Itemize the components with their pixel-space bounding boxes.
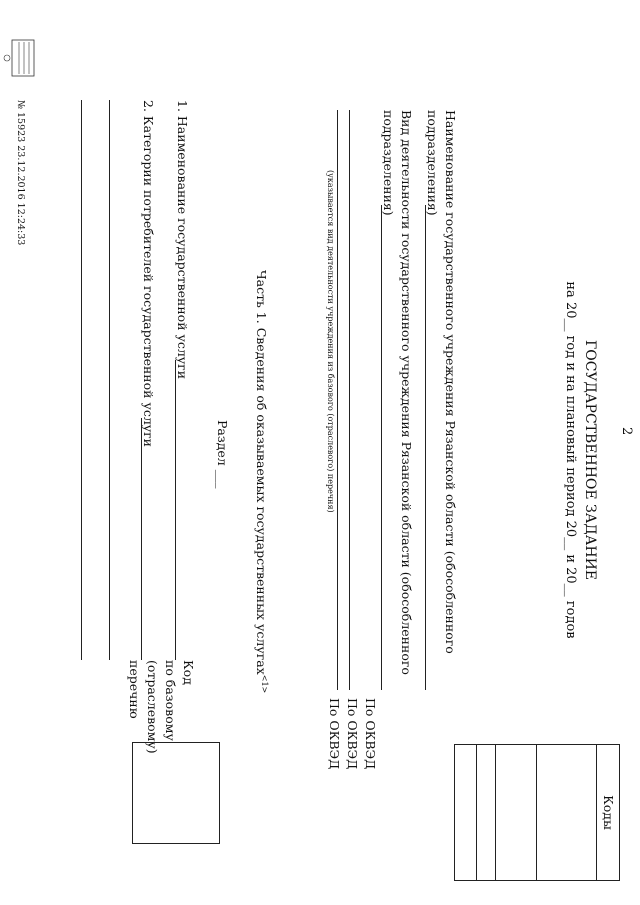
consumer-category-field-3[interactable]: [81, 100, 82, 660]
code-label-2: по базовому: [163, 660, 178, 741]
document-subtitle: на 20__ год и на плановый период 20__ и 20__ годов: [563, 281, 578, 639]
base-list-code-box[interactable]: [132, 742, 220, 844]
institution-name-field[interactable]: [425, 205, 426, 690]
consumer-category-label: 2. Категории потребителей государственной услуги: [141, 100, 156, 447]
okved-label-2: По ОКВЭД: [345, 698, 360, 770]
okved-label-3: По ОКВЭД: [327, 698, 342, 770]
codes-table-header: Коды: [596, 745, 619, 880]
activity-field-2[interactable]: [349, 110, 350, 690]
document-title: ГОСУДАРСТВЕННОЕ ЗАДАНИЕ: [582, 339, 598, 581]
activity-field-1[interactable]: [381, 205, 382, 690]
consumer-category-field-2[interactable]: [109, 100, 110, 660]
code-label-4: перечню: [127, 660, 142, 719]
codes-cell-3[interactable]: [476, 745, 495, 880]
institution-name-label-line1: Наименование государственного учреждения Рязанской области (обособленного: [443, 110, 458, 654]
part-footnote-ref: <1>: [260, 674, 269, 694]
consumer-category-field-1[interactable]: [141, 418, 142, 660]
activity-note: (указывается вид деятельности учреждения из базового (отраслевого) перечня): [326, 170, 335, 513]
section-label: Раздел ___: [215, 420, 230, 489]
part-title: [254, 270, 272, 693]
page-number: 2: [619, 427, 634, 436]
service-name-field[interactable]: [175, 360, 176, 660]
institution-name-label-line2: подразделения): [425, 110, 440, 216]
activity-label-line1: Вид деятельности государственного учреждения Рязанской области (обособленного: [399, 110, 414, 675]
code-label-1: Код: [181, 660, 196, 685]
activity-field-3[interactable]: [337, 110, 338, 690]
okved-label-1: По ОКВЭД: [363, 698, 378, 770]
codes-table: [454, 744, 620, 881]
codes-cell-1[interactable]: [536, 745, 597, 880]
codes-cell-4[interactable]: [456, 745, 476, 880]
registration-number: № 15923 23.12.2016 12:24:33: [15, 100, 26, 246]
part-title-text: Часть 1. Сведения об оказываемых государственных услугах: [253, 270, 269, 675]
service-name-label: 1. Наименование государственной услуги: [175, 100, 190, 380]
code-label-3: (отраслевому): [145, 660, 160, 754]
codes-cell-2[interactable]: [495, 745, 536, 880]
activity-label-line2: подразделения): [381, 110, 396, 216]
